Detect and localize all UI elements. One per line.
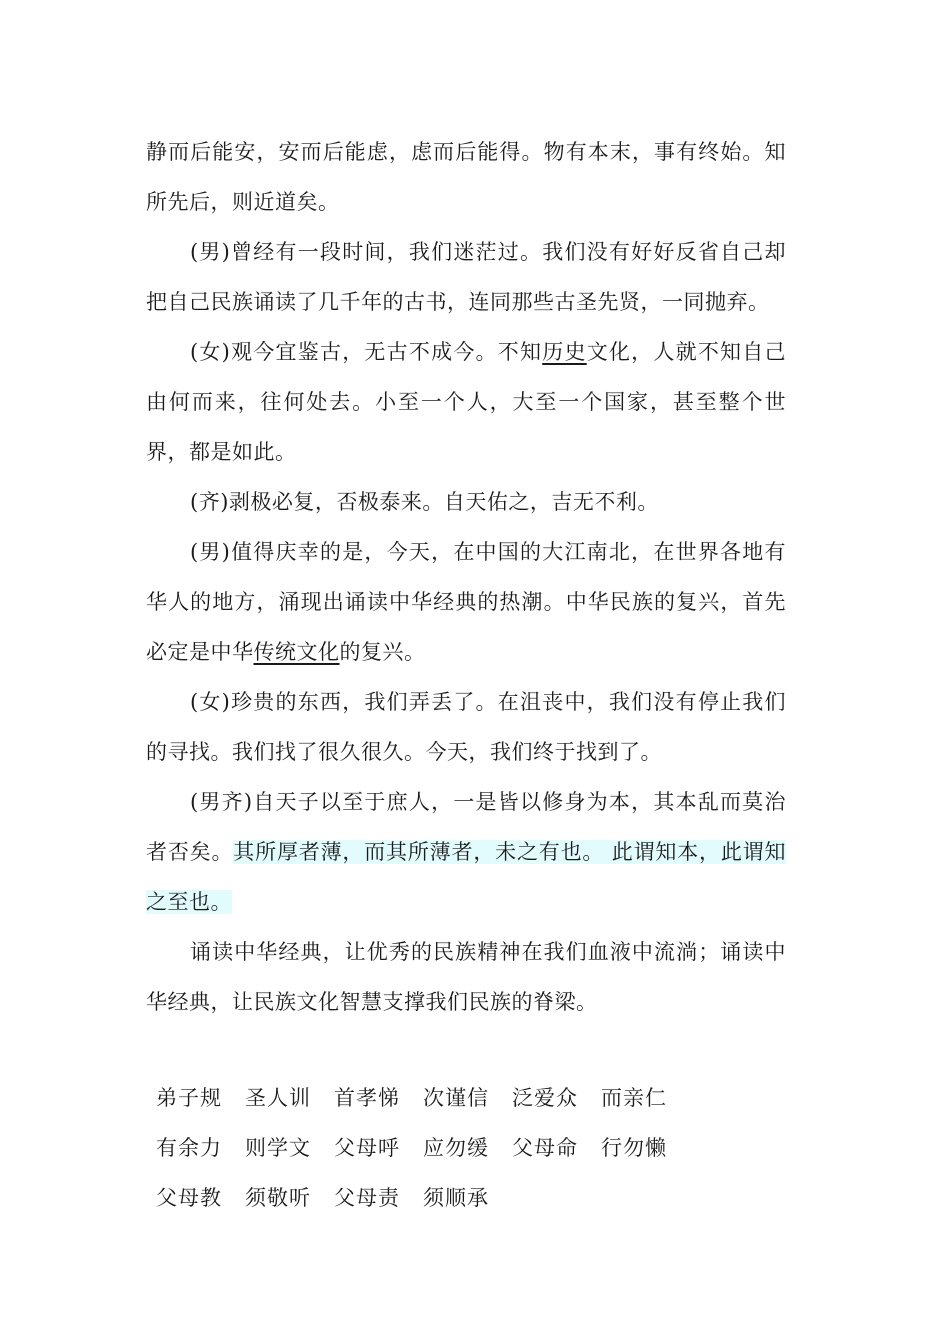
verse-phrase: 父母教 bbox=[156, 1186, 222, 1210]
paragraph-text: 诵读中华经典，让优秀的民族精神在我们血液中流淌；诵读中华经典，让民族文化智慧支撑我们民族的脊梁。 bbox=[146, 940, 786, 1014]
verse-phrase: 行勿懒 bbox=[601, 1136, 667, 1160]
document-body bbox=[146, 127, 786, 1027]
verse-phrase: 圣人训 bbox=[245, 1086, 311, 1110]
verse-phrase: 则学文 bbox=[245, 1136, 311, 1160]
paragraph-5 bbox=[146, 677, 786, 777]
verse-phrase: 次谨信 bbox=[423, 1086, 489, 1110]
highlighted-text: 其所厚者薄，而其所薄者，未之有也。 此谓知本，此谓知之至也。 bbox=[146, 840, 786, 914]
verse-row bbox=[156, 1123, 690, 1173]
verse-phrase: 有余力 bbox=[156, 1136, 222, 1160]
paragraph-text: (女)珍贵的东西，我们弄丢了。在沮丧中，我们没有停止我们的寻找。我们找了很久很久。今天，我们终于找到了。 bbox=[146, 690, 786, 764]
verse-phrase: 父母责 bbox=[334, 1186, 400, 1210]
paragraph-3 bbox=[146, 477, 786, 527]
paragraph-text: (齐)剥极必复，否极泰来。自天佑之，吉无不利。 bbox=[190, 490, 659, 514]
paragraph-1 bbox=[146, 227, 786, 327]
verse-phrase: 而亲仁 bbox=[601, 1086, 667, 1110]
paragraph-text: (男)曾经有一段时间，我们迷茫过。我们没有好好反省自己却把自己民族诵读了几千年的古书，连同那些古圣先贤，一同抛弃。 bbox=[146, 240, 786, 314]
verse-phrase: 父母呼 bbox=[334, 1136, 400, 1160]
paragraph-2 bbox=[146, 327, 786, 477]
verse-phrase: 应勿缓 bbox=[423, 1136, 489, 1160]
paragraph-6 bbox=[146, 777, 786, 927]
underlined-term: 传统文化 bbox=[253, 640, 340, 664]
verse-row bbox=[156, 1073, 690, 1123]
verse-phrase: 须顺承 bbox=[423, 1186, 489, 1210]
paragraph-7 bbox=[146, 927, 786, 1027]
verse-phrase: 首孝悌 bbox=[334, 1086, 400, 1110]
verse-phrase: 父母命 bbox=[512, 1136, 578, 1160]
paragraph-text: (男齐)自天子以至于庶人，一是皆以修身为本，其本乱而莫治者否矣。 bbox=[146, 790, 786, 864]
paragraph-text: (男)值得庆幸的是，今天，在中国的大江南北，在世界各地有华人的地方，涌现出诵读中华经典的热潮。中华民族的复兴，首先必定是中华 bbox=[146, 540, 786, 664]
paragraph-text: 文化，人就不知自己由何而来，往何处去。小至一个人，大至一个国家，甚至整个世界，都是如此。 bbox=[146, 340, 786, 464]
paragraph-4 bbox=[146, 527, 786, 677]
verse-phrase: 泛爱众 bbox=[512, 1086, 578, 1110]
paragraph-0 bbox=[146, 127, 786, 227]
verse-phrase: 弟子规 bbox=[156, 1086, 222, 1110]
verse-row bbox=[156, 1173, 690, 1223]
paragraph-text: 静而后能安，安而后能虑，虑而后能得。物有本末，事有终始。知所先后，则近道矣。 bbox=[146, 140, 786, 214]
paragraph-text: (女)观今宜鉴古，无古不成今。不知 bbox=[190, 340, 543, 364]
paragraph-text: 的复兴。 bbox=[339, 640, 426, 664]
verse-phrase: 须敬听 bbox=[245, 1186, 311, 1210]
dizigui-verse-block bbox=[156, 1073, 690, 1223]
underlined-term: 历史 bbox=[542, 340, 587, 364]
